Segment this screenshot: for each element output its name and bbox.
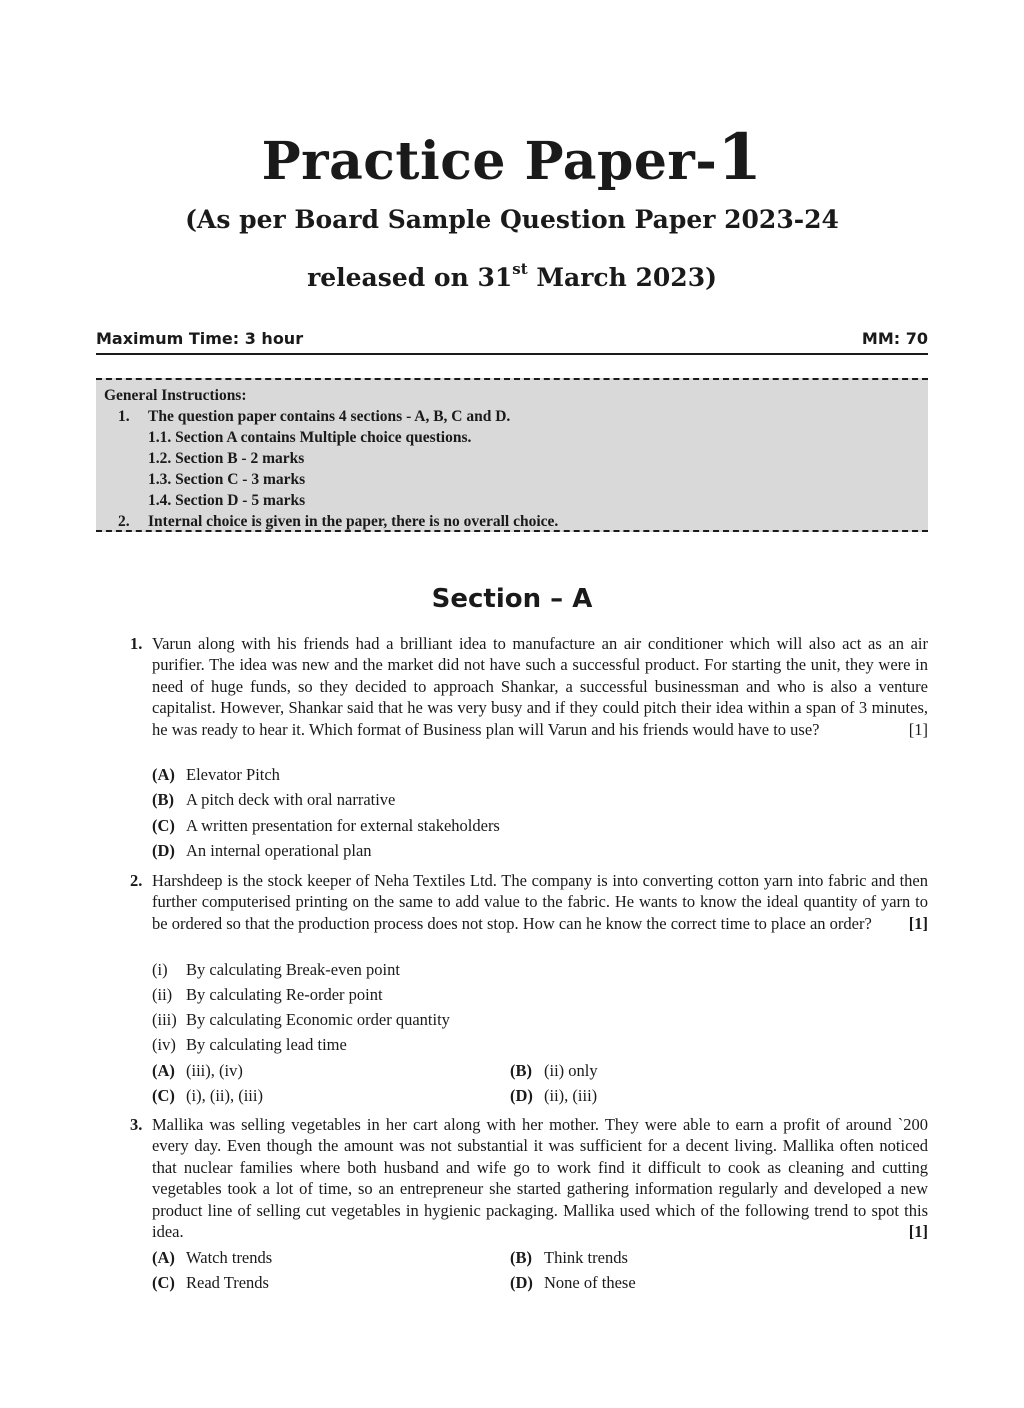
statement-text: By calculating Re-order point	[186, 985, 383, 1004]
question-text: Mallika was selling vegetables in her cart along with her mother. They were able to earn a profit of around `200 every day. Even though the amount was not substantial it was sufficient for a decent living. Mallika often noticed that nuclear families where both husband and wife go to work find it difficult to cook as cleaning and cutting vegetables took a lot of time, so an entrepreneur she started gathering information regularly and developed a new product line of selling cut vegetables in hygienic packaging. Mallika used which of the following trend to spot this idea.	[152, 1115, 928, 1242]
meta-divider	[96, 353, 928, 355]
subtitle-line-1: (As per Board Sample Question Paper 2023-24	[185, 205, 839, 234]
question-number: 3.	[130, 1115, 143, 1134]
option-label: (C)	[152, 816, 175, 835]
option-label: (A)	[152, 1061, 175, 1080]
instruction-text: 1.1. Section A contains Multiple choice questions.	[148, 429, 472, 446]
question-2	[130, 870, 928, 934]
subtitle-line-2	[0, 261, 1024, 295]
option-text: A written presentation for external stakeholders	[186, 816, 500, 835]
instruction-text: The question paper contains 4 sections - A, B, C and D.	[148, 408, 511, 425]
statement-label: (ii)	[152, 985, 173, 1004]
question-number: 1.	[130, 634, 143, 653]
question-number: 2.	[130, 871, 143, 890]
option-text: An internal operational plan	[186, 841, 372, 860]
option-text: Think trends	[544, 1248, 628, 1267]
option-text: (ii) only	[544, 1061, 598, 1080]
instruction-text: 1.4. Section D - 5 marks	[148, 492, 306, 509]
statement-label: (iii)	[152, 1010, 177, 1029]
statement-label: (i)	[152, 960, 168, 979]
statement-text: By calculating lead time	[186, 1035, 347, 1054]
question-text: Varun along with his friends had a brilliant idea to manufacture an air conditioner which will also act as an air purifier. The idea was new and the market did not have such a successful product. For starting the unit, they were in need of huge funds, so they decided to approach Shankar, a successful businessman and who is also a venture capitalist. However, Shankar said that he was very busy and if they could pitch their idea within a span of 3 minutes, he was ready to hear it. Which format of Business plan will Varun and his friends would have to use?	[152, 634, 928, 739]
question-3	[130, 1114, 928, 1242]
question-marks: [1]	[908, 913, 928, 933]
question-marks: [1]	[908, 1222, 928, 1242]
section-heading: Section – A	[431, 584, 593, 614]
option-text: A pitch deck with oral narrative	[186, 790, 396, 809]
option-label: (A)	[152, 765, 175, 784]
option-label: (A)	[152, 1248, 175, 1267]
option-label: (D)	[152, 841, 175, 860]
max-marks: MM: 70	[861, 329, 928, 348]
option-text: Read Trends	[186, 1273, 269, 1292]
general-instructions-box	[96, 378, 928, 532]
subtitle-line-2-sup: st	[512, 260, 528, 278]
instruction-number: 2.	[118, 513, 130, 530]
option-label: (B)	[510, 1061, 532, 1080]
option-label: (C)	[152, 1273, 175, 1292]
instructions-heading: General Instructions:	[104, 387, 247, 404]
option-text: None of these	[544, 1273, 636, 1292]
page-title	[0, 120, 1024, 195]
option-label: (C)	[152, 1086, 175, 1105]
subtitle-line-2-pre: released on 31	[307, 263, 513, 292]
option-label: (D)	[510, 1086, 533, 1105]
title-number: 1	[717, 120, 763, 195]
question-marks: [1]	[908, 719, 928, 739]
max-time: Maximum Time: 3 hour	[96, 329, 304, 348]
option-text: Elevator Pitch	[186, 765, 280, 784]
meta-row	[96, 328, 928, 350]
option-label: (D)	[510, 1273, 533, 1292]
statement-text: By calculating Break-even point	[186, 960, 400, 979]
option-text: (iii), (iv)	[186, 1061, 243, 1080]
question-text: Harshdeep is the stock keeper of Neha Textiles Ltd. The company is into converting cotton yarn into fabric and then further computerised printing on the same to add value to the fabric. He wants to know the ideal quantity of yarn to be ordered so that the production process does not stop. How can he know the correct time to place an order?	[152, 871, 928, 933]
title-main: Practice Paper-	[261, 131, 718, 192]
option-text: Watch trends	[186, 1248, 273, 1267]
instruction-number: 1.	[118, 408, 130, 425]
instruction-text: 1.2. Section B - 2 marks	[148, 450, 305, 467]
instruction-text: 1.3. Section C - 3 marks	[148, 471, 306, 488]
option-text: (i), (ii), (iii)	[186, 1086, 263, 1105]
question-1	[130, 633, 928, 740]
instruction-text: Internal choice is given in the paper, there is no overall choice.	[148, 513, 559, 530]
option-label: (B)	[510, 1248, 532, 1267]
statement-text: By calculating Economic order quantity	[186, 1010, 450, 1029]
option-text: (ii), (iii)	[544, 1086, 598, 1105]
subtitle-line-2-post: March 2023)	[527, 263, 717, 292]
statement-label: (iv)	[152, 1035, 176, 1054]
option-label: (B)	[152, 790, 174, 809]
